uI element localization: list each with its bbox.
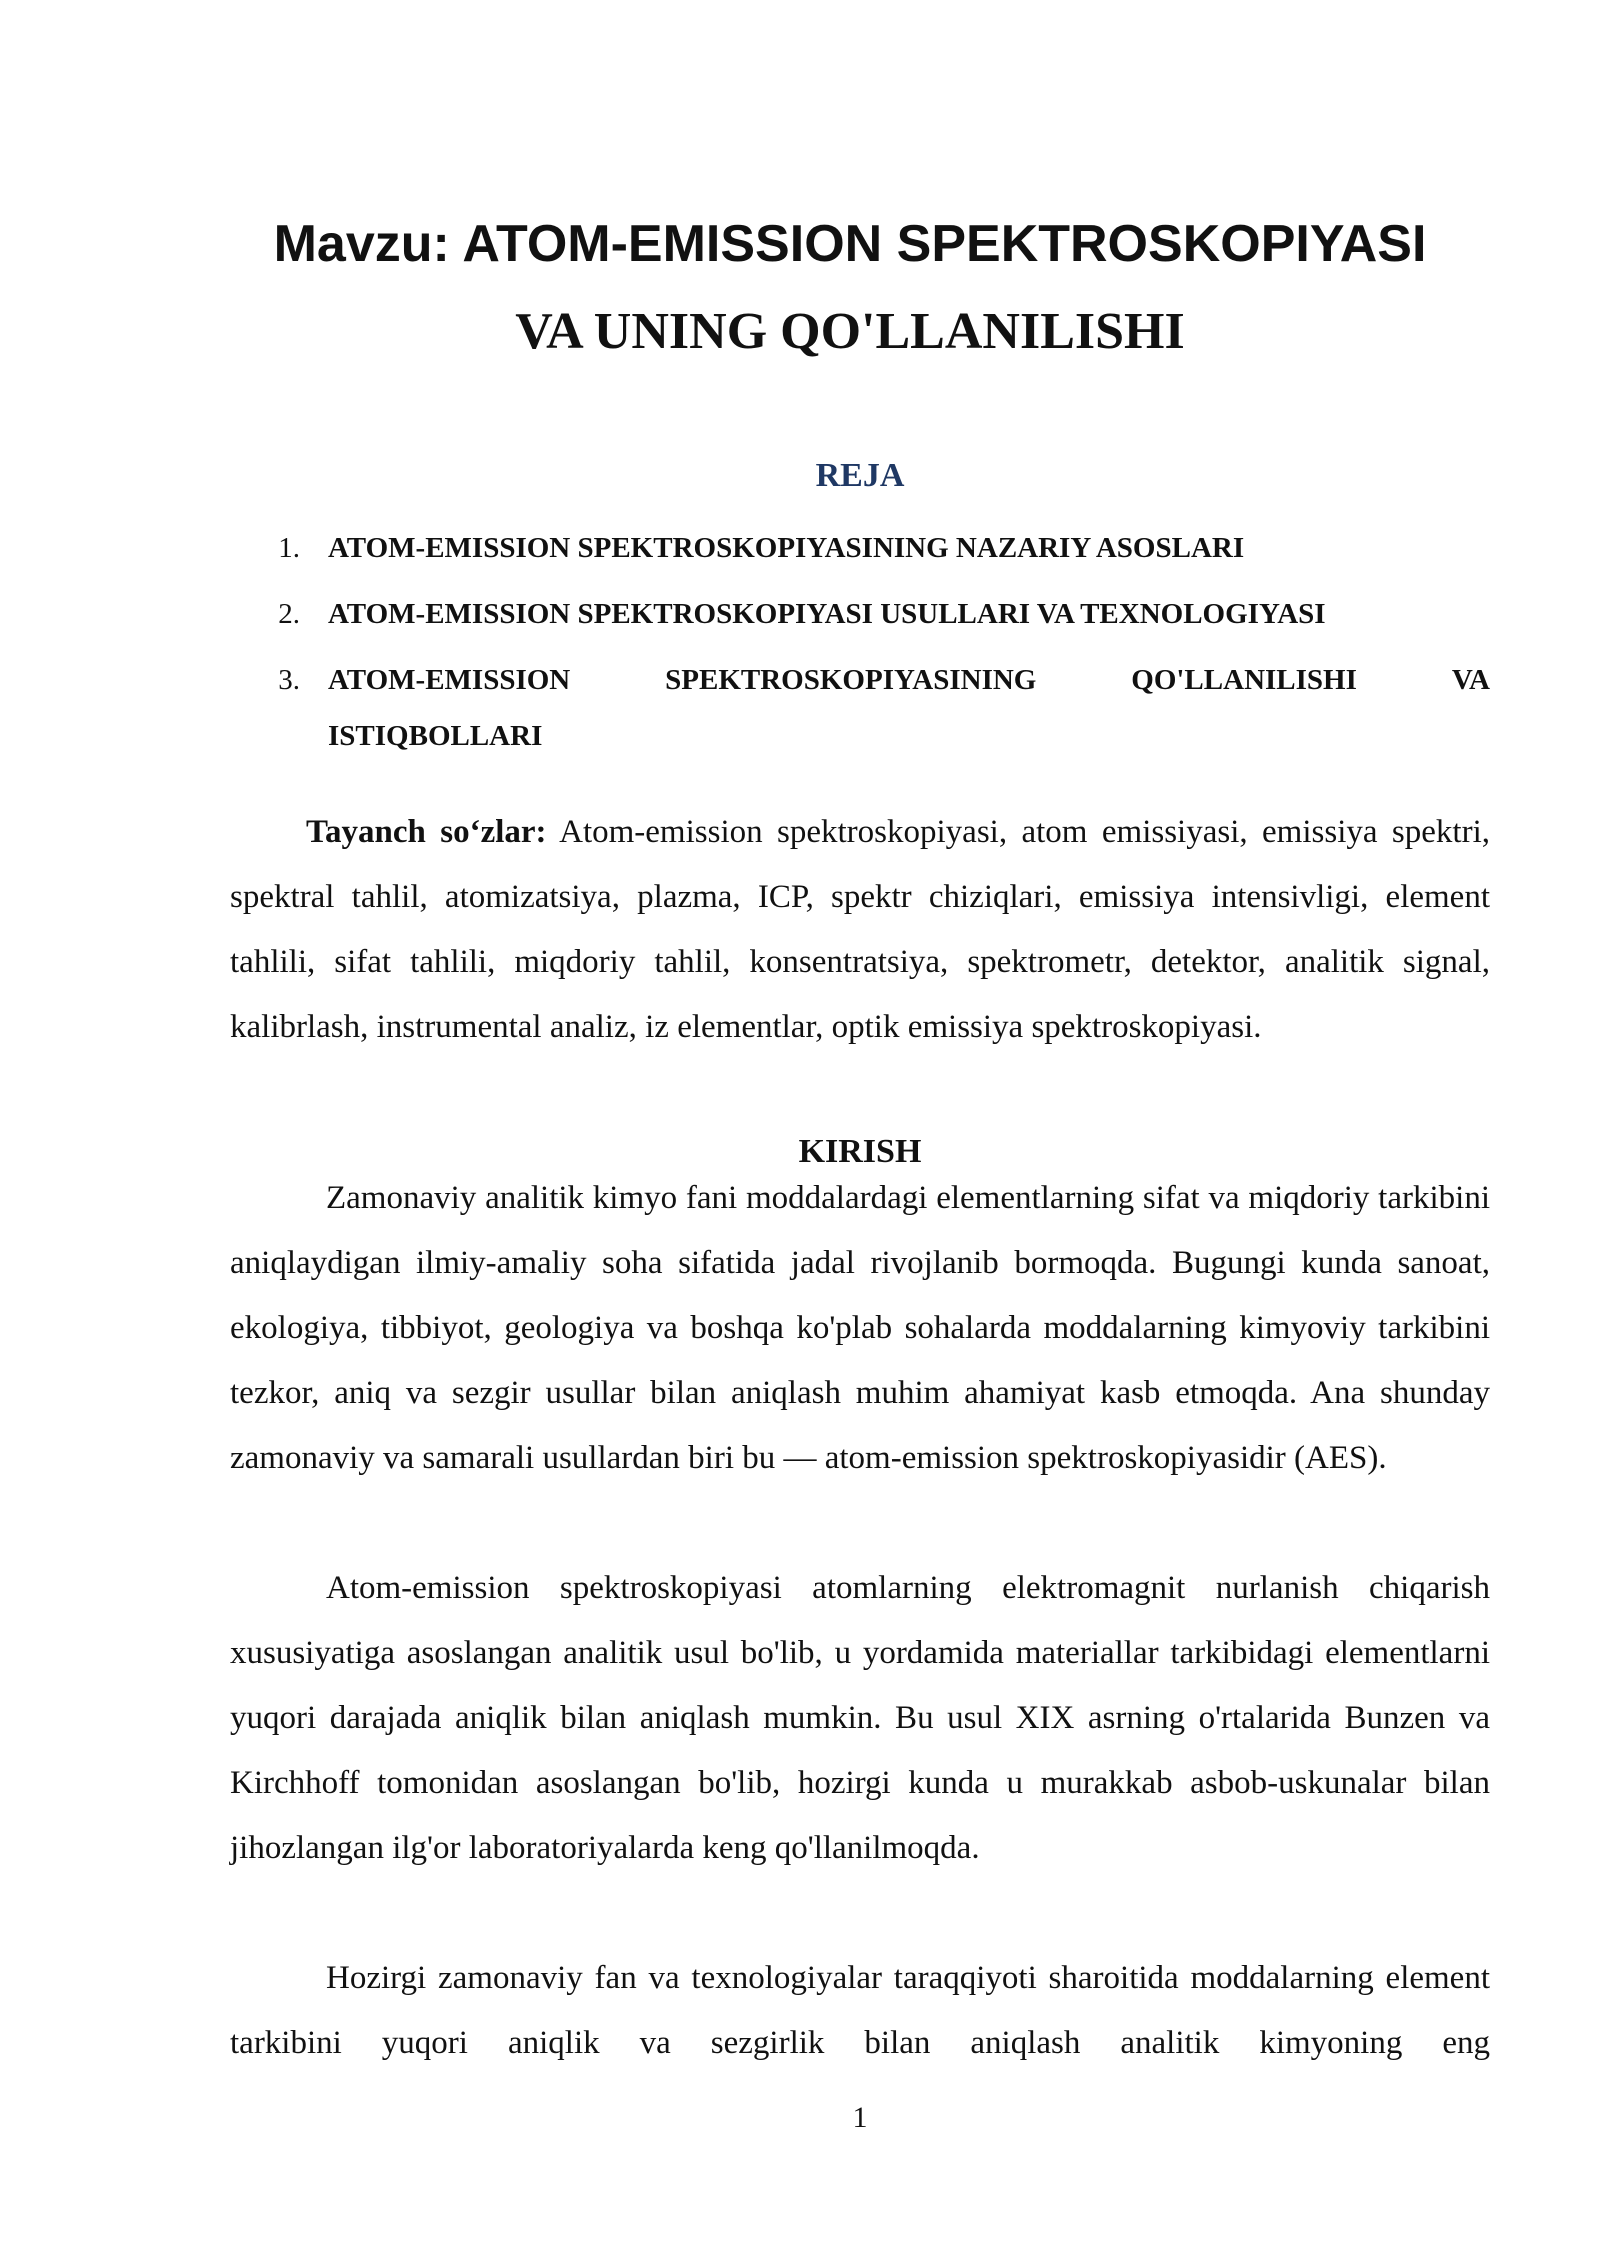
plan-list: [230, 520, 1490, 774]
plan-item-text: ATOM-EMISSION SPEKTROSKOPIYASI USULLARI VA TEXNOLOGIYASI: [328, 598, 1326, 630]
plan-item-text-line-1: [328, 652, 1490, 708]
intro-heading: KIRISH: [798, 1133, 922, 1170]
plan-word: SPEKTROSKOPIYASINING: [665, 664, 1037, 696]
plan-item-number: 3.: [278, 664, 300, 696]
page-number: 1: [852, 2101, 868, 2134]
plan-heading: REJA: [815, 457, 905, 494]
body-paragraph: Atom-emission spektroskopiyasi atomlarning elektromagnit nurlanish chiqarish xususiyatiga asoslangan analitik usul bo'lib, u yordamida materiallar tarkibidagi elementlarni yuqori darajada aniqlik bilan aniqlash mumkin. Bu usul XIX asrning o'rtalarida Bunzen va Kirchhoff tomonidan asoslangan bo'lib, hozirgi kunda u murakkab asbob-uskunalar bilan jihozlangan ilg'or laboratoriyalarda keng qo'llanilmoqda.: [230, 1570, 1490, 1866]
keywords-label: Tayanch soʻzlar:: [306, 814, 547, 850]
plan-item-text-line-2: ISTIQBOLLARI: [328, 720, 543, 752]
keywords-paragraph: [230, 800, 1490, 1060]
plan-item: [230, 586, 1490, 642]
title-line-2: VA UNING QO'LLANILISHI: [515, 303, 1185, 360]
plan-item-number: 1.: [278, 532, 300, 564]
plan-item-number: 2.: [278, 598, 300, 630]
body-paragraph: Zamonaviy analitik kimyo fani moddalardagi elementlarning sifat va miqdoriy tarkibini aniqlaydigan ilmiy-amaliy soha sifatida jadal rivojlanib bormoqda. Bugungi kunda sanoat, ekologiya, tibbiyot, geologiya va boshqa ko'plab sohalarda moddalarning kimyoviy tarkibini tezkor, aniq va sezgir usullar bilan aniqlash muhim ahamiyat kasb etmoqda. Ana shunday zamonaviy va samarali usullardan biri bu — atom-emission spektroskopiyasidir (AES).: [230, 1180, 1490, 1476]
plan-item: [230, 652, 1490, 764]
document-title: [230, 200, 1470, 376]
plan-word: ATOM-EMISSION: [328, 664, 571, 696]
keywords-text: Atom-emission spektroskopiyasi, atom emissiyasi, emissiya spektri, spektral tahlil, atomizatsiya, plazma, ICP, spektr chiziqlari, emissiya intensivligi, element tahlili, sifat tahlili, miqdoriy tahlil, konsentratsiya, spektrometr, detektor, analitik signal, kalibrlash, instrumental analiz, iz elementlar, optik emissiya spektroskopiyasi.: [230, 814, 1490, 1045]
body-paragraph: Hozirgi zamonaviy fan va texnologiyalar taraqqiyoti sharoitida moddalarning element tarkibini yuqori aniqlik va sezgirlik bilan aniqlash analitik kimyoning eng: [230, 1960, 1490, 2061]
plan-item: [230, 520, 1490, 576]
plan-word: QO'LLANILISHI: [1131, 664, 1357, 696]
plan-item-text: ATOM-EMISSION SPEKTROSKOPIYASINING NAZARIY ASOSLARI: [328, 532, 1245, 564]
plan-word: VA: [1451, 664, 1490, 696]
plan-item-text: [328, 652, 1490, 764]
title-line-1: Mavzu: ATOM-EMISSION SPEKTROSKOPIYASI: [273, 215, 1427, 273]
